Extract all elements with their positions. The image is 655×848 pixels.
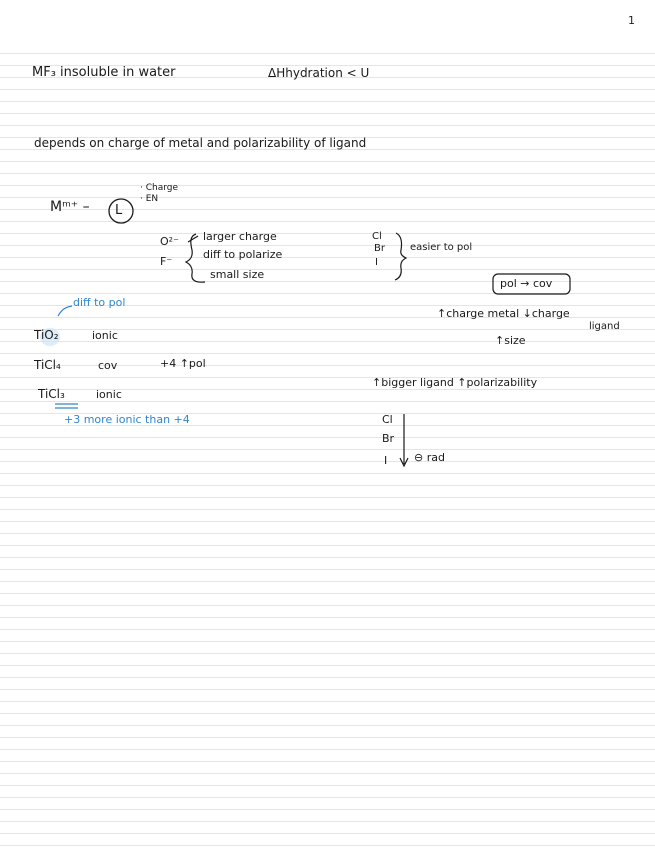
halides-bracket-1 — [395, 233, 406, 280]
note-mf3-insoluble: MF₃ insoluble in water — [32, 65, 176, 80]
oxide-ion: O²⁻ — [160, 235, 179, 248]
halide-br-2: Br — [382, 432, 395, 445]
compound-ticl3-bond: ionic — [96, 388, 122, 401]
fluoride-ion: F⁻ — [160, 255, 173, 268]
trend-ligand-word: ligand — [589, 321, 620, 332]
note-depends-on: depends on charge of metal and polarizability of ligand — [34, 136, 367, 150]
compound-ticl4-bond: cov — [98, 359, 118, 372]
diff-to-pol-note: diff to pol — [73, 296, 126, 309]
compound-ticl4-extra: +4 ↑pol — [160, 357, 206, 370]
note-hydration-lattice: ΔHhydration < U — [268, 66, 370, 80]
pol-cov-label: pol → cov — [500, 277, 553, 290]
o-f-arrow — [188, 236, 198, 242]
ligand-prop-en: · EN — [140, 194, 159, 204]
compound-ticl3: TiCl₃ — [38, 387, 65, 401]
trend-size: ↑size — [495, 334, 526, 347]
halide-cl-2: Cl — [382, 413, 393, 426]
halide-i-1: I — [375, 257, 378, 268]
page-number: 1 — [628, 14, 635, 27]
bigger-ligand-note: ↑bigger ligand ↑polarizability — [372, 376, 538, 389]
halides-down-arrow — [400, 414, 408, 466]
halide-i-2: I — [384, 454, 388, 467]
compound-tio2-bond: ionic — [92, 329, 118, 342]
ligand-label: L — [115, 203, 123, 218]
halide-br-1: Br — [374, 243, 385, 254]
plus3-note: +3 more ionic than +4 — [64, 413, 190, 426]
radius-note: ⊖ rad — [414, 451, 445, 464]
ticl3-underline — [55, 404, 78, 408]
ligand-prop-charge: · Charge — [140, 183, 179, 193]
diff-to-pol-arrow — [58, 306, 72, 316]
trend-charge: ↑charge metal ↓charge — [437, 307, 570, 320]
compound-tio2: TiO₂ — [34, 328, 59, 342]
point-small-size: small size — [210, 268, 265, 281]
compound-ticl4: TiCl₄ — [34, 358, 61, 372]
point-diff-to-polarize: diff to polarize — [203, 248, 283, 261]
metal-ion-label: Mᵐ⁺ – — [50, 199, 90, 215]
point-larger-charge: larger charge — [203, 230, 277, 243]
halide-cl-1: Cl — [372, 231, 382, 242]
easier-to-pol: easier to pol — [410, 242, 473, 253]
